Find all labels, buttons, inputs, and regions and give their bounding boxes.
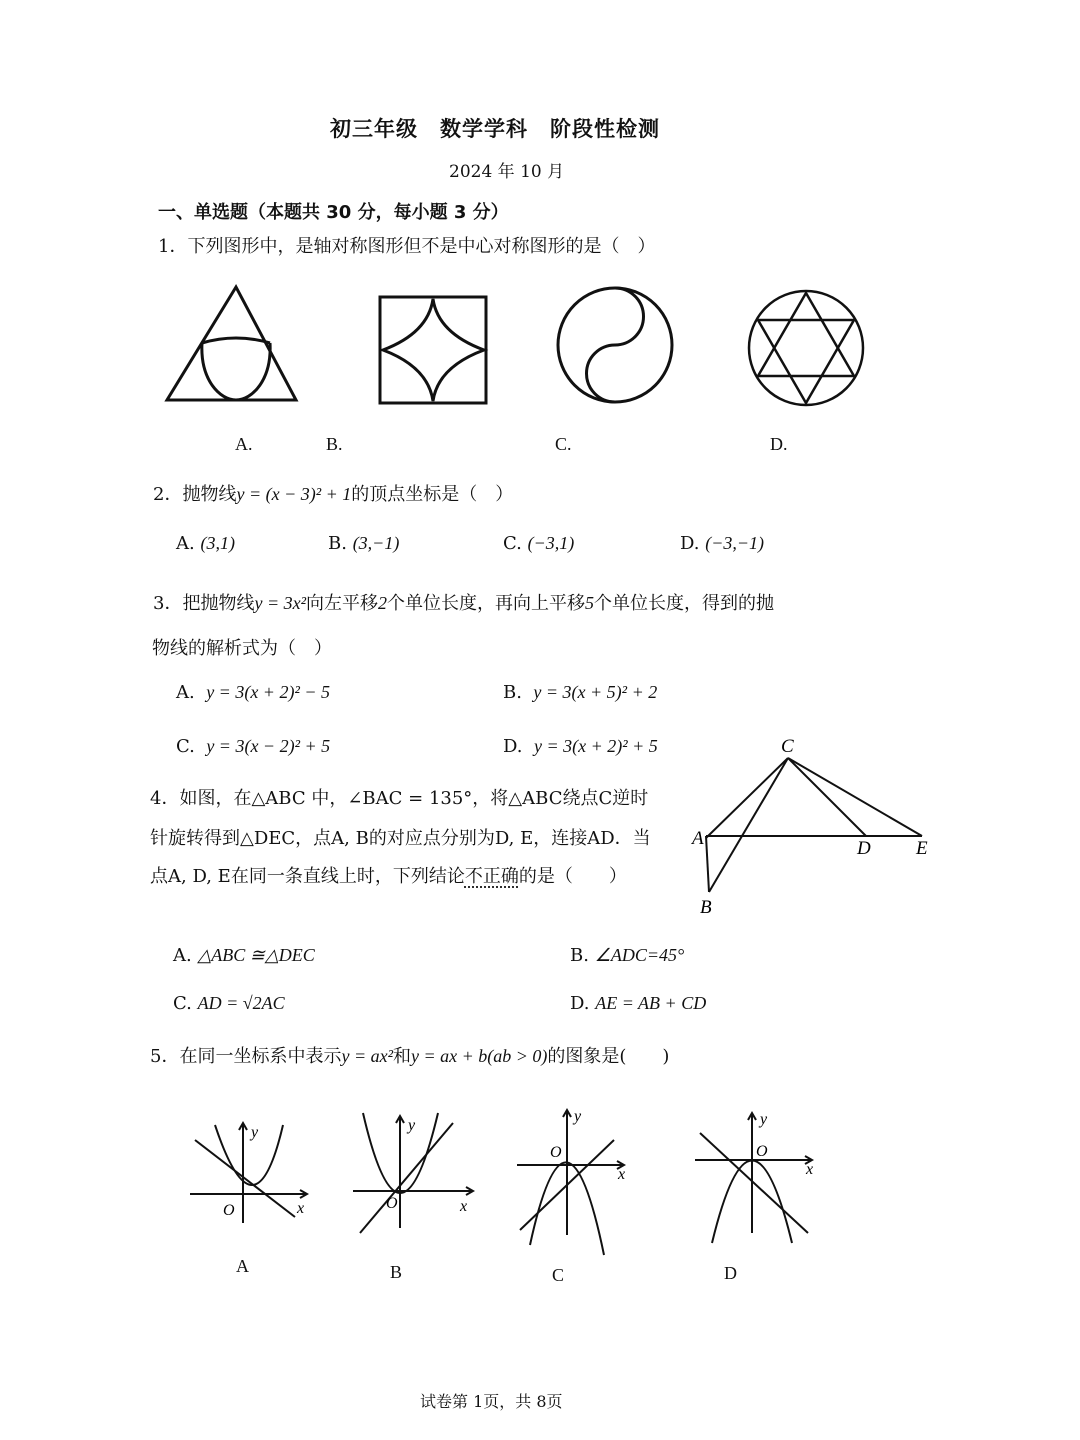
q4-point-a: A [692,828,704,849]
q5a-axis-x: x [297,1200,305,1217]
q4-option-a [173,945,315,966]
q3-option-label: D. [503,736,523,757]
q4-option-c [173,993,285,1014]
q2-option-label: C. [503,533,522,554]
q3-stem-part: 向左平移 [305,593,378,614]
q3-stem-line2: 物线的解析式为（ ） [152,638,332,659]
q5-graph-c [512,1105,642,1260]
q2-option-text: (−3,−1) [705,533,765,553]
q3-stem-part: 个单位长度，得到的抛 [593,593,774,614]
q5-label-b: B [390,1262,403,1282]
q3-option-text: y = 3(x + 5)² + 2 [533,682,658,702]
q2-option-d [680,533,764,554]
q4-option-b [570,945,684,966]
q5-label-c: C [552,1265,565,1285]
q1-label-b: B. [326,434,343,454]
q5-label-d: D [724,1263,737,1283]
q5d-origin: O [756,1143,768,1160]
q1-figure-d [749,291,863,405]
q4-option-text: △ABC ≅△DEC [197,945,315,965]
q2-option-text: (3,−1) [352,533,400,553]
q5b-axis-x: x [460,1198,468,1215]
q5-graph-b [348,1108,483,1238]
q1-stem: 1．下列图形中，是轴对称图形但不是中心对称图形的是（ ） [158,236,656,257]
q5a-axis-y: y [251,1124,259,1141]
q2-option-b [328,533,399,554]
page-footer: 试卷第 1页，共 8页 [420,1392,563,1411]
q5-formula-2: y = ax + b(ab > 0) [410,1046,548,1066]
q2-option-label: A. [176,533,195,554]
q4-option-d [570,993,706,1014]
q3-stem-part: 3．把抛物线 [153,593,255,614]
q4-point-b: B [700,897,712,918]
q3-option-label: C. [176,736,195,757]
q2-option-text: (3,1) [200,533,235,553]
q4-option-text: ∠ADC=45° [594,945,685,965]
q3-stem-line1 [153,589,774,615]
q3-stem-part: 个单位长度，再向上平移 [386,593,585,614]
q1-figure-c [558,288,672,402]
q5d-axis-x: x [806,1161,814,1178]
q2-option-label: B. [328,533,347,554]
q5c-origin: O [550,1144,562,1161]
q4-point-d: D [857,838,871,859]
q4-stem-emphasis: 不正确 [464,866,519,887]
section-heading: 一、单选题（本题共 30 分，每小题 3 分） [158,202,509,223]
q4-stem-line3 [150,862,627,888]
q2-stem [153,480,513,506]
q4-stem-line2: 针旋转得到△DEC，点A, B的对应点分别为D, E，连接AD．当 [150,828,651,849]
q3-option-label: B. [503,682,522,703]
q1-figures [150,275,880,420]
q1-label-a: A. [235,434,253,454]
q2-stem-prefix: 2．抛物线 [153,484,237,505]
q4-figure [690,732,940,922]
q5b-origin: O [386,1195,398,1212]
q5-stem-part: 和 [392,1046,411,1067]
q1-figure-b [380,297,486,403]
q3-formula: y = 3x² [254,593,306,613]
q3-number: 5 [584,593,594,613]
q4-option-label: D. [570,993,590,1014]
q4-option-text: AE = AB + CD [595,993,707,1013]
q3-number: 2 [377,593,387,613]
q1-figure-a [167,287,296,400]
q4-stem-part: 点A, D, E在同一条直线上时，下列结论 [150,866,465,887]
q3-option-text: y = 3(x − 2)² + 5 [206,736,331,756]
q5-stem-part: 5．在同一坐标系中表示 [150,1046,342,1067]
q5d-axis-y: y [760,1111,768,1128]
q4-option-label: A. [173,945,192,966]
q1-label-d: D. [770,434,788,454]
q2-option-a [176,533,235,554]
q4-option-label: C. [173,993,192,1014]
q5c-axis-y: y [574,1108,582,1125]
q3-option-a [176,682,330,703]
q3-option-c [176,736,330,757]
q5a-origin: O [223,1202,235,1219]
q2-option-label: D. [680,533,700,554]
q4-stem-part: 的是（ ） [518,866,627,887]
q4-option-label: B. [570,945,589,966]
q2-stem-suffix: 的顶点坐标是（ ） [351,484,514,505]
q3-option-d [503,736,658,757]
q4-option-text: AD = √2AC [197,993,285,1013]
q4-point-c: C [781,736,794,757]
q3-option-b [503,682,657,703]
q2-option-c [503,533,574,554]
q5-stem [150,1042,669,1068]
q4-stem-line1: 4．如图，在△ABC 中，∠BAC = 135°，将△ABC绕点C逆时 [150,788,649,809]
q3-option-text: y = 3(x + 2)² + 5 [533,736,658,756]
q5-formula-1: y = ax² [341,1046,393,1066]
q3-option-label: A. [176,682,195,703]
q5-graph-d [690,1108,825,1248]
q5-stem-part: 的图象是( ) [547,1046,670,1067]
q2-formula: y = (x − 3)² + 1 [236,484,352,504]
q5-graph-a [185,1115,315,1225]
page-title: 初三年级 数学学科 阶段性检测 [330,117,660,141]
q2-option-text: (−3,1) [527,533,575,553]
q5-label-a: A [236,1256,249,1276]
q1-label-c: C. [555,434,572,454]
q4-point-e: E [916,838,928,859]
q5b-axis-y: y [408,1117,416,1134]
q5c-axis-x: x [618,1166,626,1183]
exam-date: 2024 年 10 月 [449,162,565,182]
q3-option-text: y = 3(x + 2)² − 5 [206,682,330,702]
